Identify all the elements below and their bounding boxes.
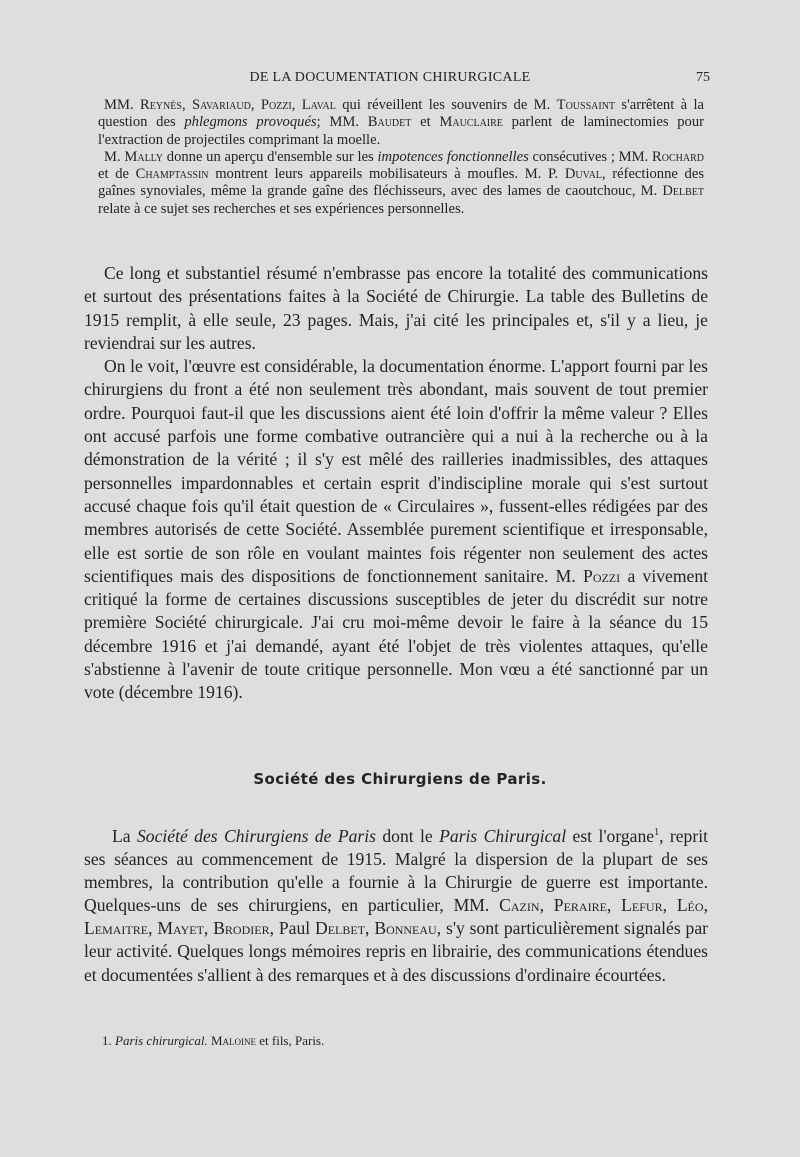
text-run: donne un aperçu d'ensemble sur les xyxy=(166,148,374,165)
author-name: Reynès xyxy=(139,97,182,113)
text-run: et xyxy=(420,114,431,131)
author-name: Mally xyxy=(124,148,164,165)
text-run: , Paul xyxy=(269,918,311,939)
text-run: parlent de laminectomies pour l'extraction de projectiles comprimant la moelle. xyxy=(98,114,704,148)
text-run: et de xyxy=(98,166,129,183)
author-name: Delbet xyxy=(662,183,704,200)
body-paragraph-1: Ce long et substantiel résumé n'embrasse pas encore la totalité des communications et surtout des présentations faites à la Société de Chirurgie. La table des Bulletins de 1915 remplit, à elle seule, 23 pages. Mais, j'ai cité les principales et, s'il y a lieu, je reviendrai sur les autres. xyxy=(84,263,708,353)
italic-term: Société des Chirurgiens de Paris xyxy=(136,826,376,846)
author-name: Duval xyxy=(564,166,602,183)
author-name: Baudet xyxy=(367,114,412,131)
text-run: La xyxy=(112,826,131,846)
author-name: Lefur xyxy=(621,895,663,916)
footnote xyxy=(102,1033,662,1049)
running-title: DE LA DOCUMENTATION CHIRURGICALE xyxy=(249,70,531,85)
author-name: Pozzi xyxy=(583,565,621,586)
text-run: , xyxy=(148,918,153,939)
text-run: montrent leurs appareils mobilisateurs à moufles. M. P. xyxy=(215,166,559,183)
text-run: , xyxy=(606,895,612,916)
page-header xyxy=(70,70,710,90)
text-run: , xyxy=(291,97,296,113)
footnote-publisher: Maloine xyxy=(210,1033,256,1048)
author-name: Toussaint xyxy=(556,97,616,113)
text-run: , xyxy=(703,895,708,916)
text-run: MM. xyxy=(104,97,134,113)
main-text xyxy=(84,262,708,705)
text-run: consécutives ; MM. xyxy=(532,148,649,165)
text-run: , s'y sont particulièrement signalés par leur activité. Quelques longs mémoires repris en librairie, des communications étendues et documentées s'allient à des remarques et à des discussions d'ordinaire écourtées. xyxy=(84,918,709,985)
text-run: est l'organe xyxy=(572,826,655,846)
section-paragraph-1 xyxy=(84,825,708,987)
author-name: Mauclaire xyxy=(439,114,503,131)
text-run: , xyxy=(662,895,667,916)
text-run: On le voit, l'œuvre est considérable, la documentation énorme. L'apport fourni par les chirurgiens du front a été non seulement très abondant, mais souvent de tout premier ordre. Pourquoi faut-il que les discussions aient été loin d'offrir la même valeur ? Elles ont accusé parfois une forme combative outrancière qui a nui à la recherche ou à la démonstration de la vérité ; il s'y est mêlé des railleries inadmissibles, des attaques personnelles impardonnables et certain esprit d'indiscipline morale qui s'est surtout accusé chaque fois qu'il était question de « Circulaires », fussent-elles rédigées par des membres autorisés de cette Société. Assemblée purement scientifique et irresponsable, elle est sortie de son rôle en voulant maintes fois régenter non seulement des actes scientifiques mais des dispositions de fonctionnement sanitaire. M. xyxy=(84,356,708,586)
text-run: qui réveillent les souvenirs de M. xyxy=(342,97,551,113)
author-name: Cazin xyxy=(499,895,540,916)
footnote-number: 1. xyxy=(102,1033,112,1048)
text-run: a vivement critiqué la forme de certaines discussions susceptibles de jeter du discrédit sur notre première Société chirurgicale. J'ai cru moi-même devoir le faire à la séance du 15 décembre 1916 et j'ai demandé, ayant été l'objet de très violentes attaques, qu'elle s'abstienne à l'avenir de toute critique personnelle. Mon vœu a été sanctionné par un vote (décembre 1916). xyxy=(84,565,709,703)
footnote-title: Paris chirurgical. xyxy=(115,1033,208,1048)
footnote-rest: et fils, Paris. xyxy=(259,1033,325,1048)
author-name: Brodier xyxy=(213,918,270,939)
author-name: Bonneau xyxy=(374,918,437,939)
page-number: 75 xyxy=(696,70,710,85)
text-run: , réfectionne des gaînes synoviales, même la grande gaîne des fléchisseurs, avec des lames de caoutchouc, M. xyxy=(98,166,705,200)
italic-term: impotences fonctionnelles xyxy=(377,148,529,165)
text-run: , xyxy=(181,97,186,113)
author-name: Pozzi xyxy=(260,97,292,113)
author-name: Lemaitre xyxy=(84,918,149,939)
body-paragraph-2 xyxy=(84,355,708,704)
italic-term: Paris Chirurgical xyxy=(439,826,567,846)
author-name: Champtassin xyxy=(135,166,209,183)
section-heading: Société des Chirurgiens de Paris. xyxy=(253,770,547,788)
author-name: Peraire xyxy=(553,895,607,916)
text-run: , xyxy=(203,918,209,939)
text-run: , xyxy=(250,97,255,113)
section-text xyxy=(84,825,708,987)
text-run: M. xyxy=(104,148,121,165)
text-run: s'arrêtent à la question des xyxy=(98,97,704,131)
author-name: Mayet xyxy=(157,918,204,939)
text-run: , reprit ses séances au commencement de 1915. Malgré la dispersion de la plupart de ses membres, la contribution qu'elle a fournie à la Chirurgie de guerre est importante. Quelques-uns de ses chirurgiens, en particulier, MM. xyxy=(84,826,708,916)
author-name: Delbet xyxy=(315,918,366,939)
summary-paragraph-1 xyxy=(98,97,704,149)
author-name: Laval xyxy=(301,97,336,113)
italic-term: phlegmons provoqués xyxy=(184,114,317,131)
summary-paragraph-2 xyxy=(98,149,704,218)
text-run: , xyxy=(539,895,544,916)
text-run: relate à ce sujet ses recherches et ses expériences personnelles. xyxy=(98,200,465,217)
summary-small-print xyxy=(98,97,704,218)
text-run: ; MM. xyxy=(316,114,359,131)
author-name: Léo xyxy=(676,895,704,916)
author-name: Savariaud xyxy=(191,97,251,113)
footnote-marker: 1 xyxy=(654,827,660,839)
text-run: dont le xyxy=(382,826,433,846)
text-run: , xyxy=(365,918,370,939)
author-name: Rochard xyxy=(652,148,704,165)
